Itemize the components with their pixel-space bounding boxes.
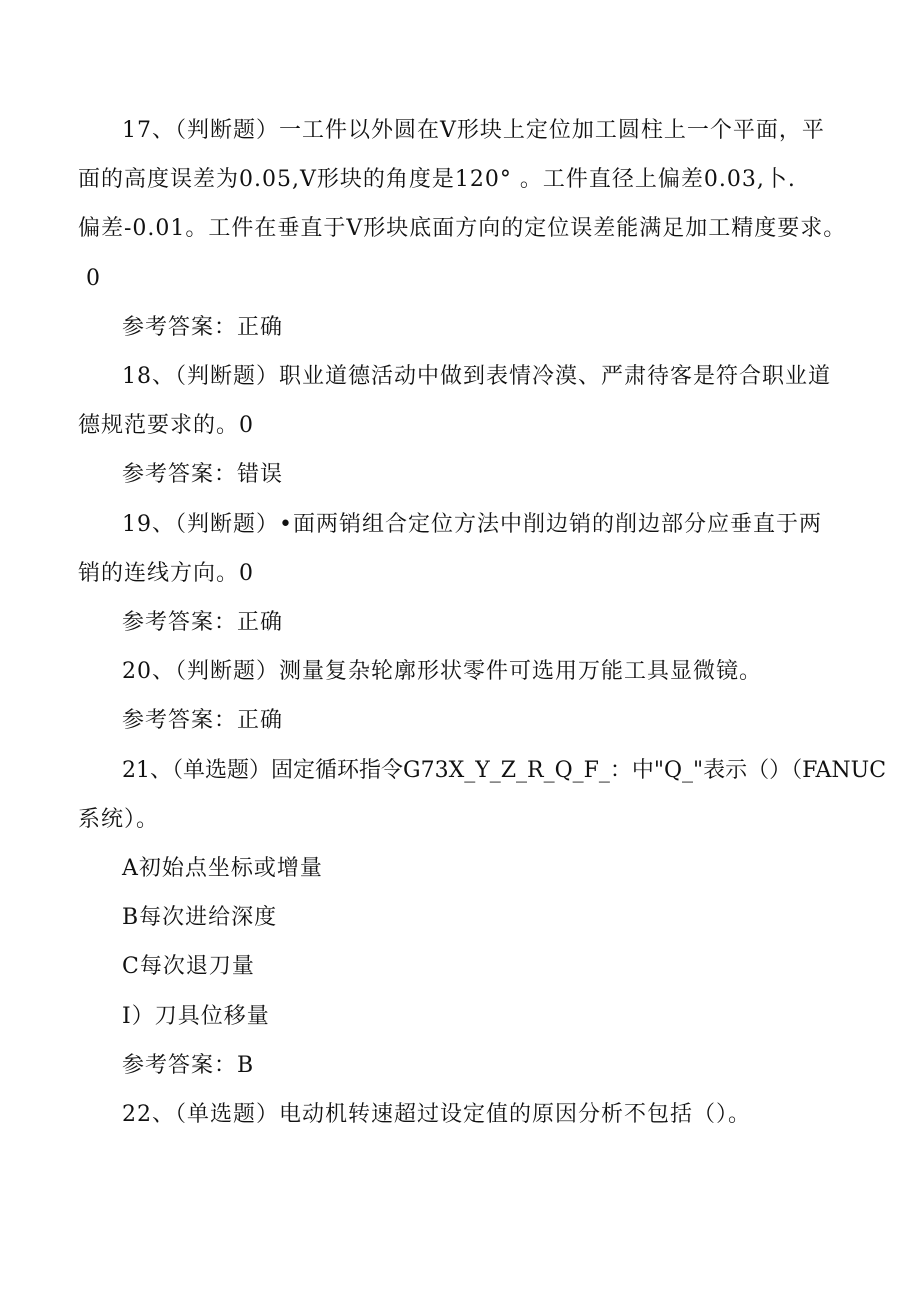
question-21-line-2: 系统）。 bbox=[78, 807, 160, 832]
option-d: I）刀具位移量 bbox=[122, 1004, 270, 1029]
question-21-line-1: 21、（单选题）固定循环指令G73X_Y_Z_R_Q_F_：中"Q_"表示（）（FANUC bbox=[122, 758, 887, 783]
answer-19: 参考答案：正确 bbox=[122, 610, 284, 635]
answer-18: 参考答案：错误 bbox=[122, 462, 284, 487]
question-22: 22、（单选题）电动机转速超过设定值的原因分析不包括（）。 bbox=[122, 1102, 751, 1127]
option-a: A初始点坐标或增量 bbox=[122, 856, 323, 881]
question-19-line-1: 19、（判断题）•面两销组合定位方法中削边销的削边部分应垂直于两 bbox=[122, 512, 822, 537]
question-20: 20、（判断题）测量复杂轮廓形状零件可选用万能工具显微镜。 bbox=[122, 659, 762, 684]
question-17-line-1: 17、（判断题）一工件以外圆在V形块上定位加工圆柱上一个平面，平 bbox=[122, 118, 825, 143]
question-18-line-1: 18、（判断题）职业道德活动中做到表情冷漠、严肃待客是符合职业道 bbox=[122, 364, 831, 389]
question-19-line-2: 销的连线方向。0 bbox=[78, 561, 254, 586]
answer-20: 参考答案：正确 bbox=[122, 708, 284, 733]
option-b: B每次进给深度 bbox=[122, 905, 278, 930]
question-17-line-2: 面的高度误差为0.05,V形块的角度是120° 。工件直径上偏差0.03,卜. bbox=[78, 167, 796, 192]
question-17-line-3: 偏差-0.01。工件在垂直于V形块底面方向的定位误差能满足加工精度要求。 bbox=[78, 216, 847, 241]
answer-17: 参考答案：正确 bbox=[122, 315, 284, 340]
option-c: C每次退刀量 bbox=[122, 954, 255, 979]
question-17-line-4: 0 bbox=[86, 266, 101, 291]
answer-21: 参考答案：B bbox=[122, 1053, 255, 1078]
question-18-line-2: 德规范要求的。0 bbox=[78, 413, 254, 438]
